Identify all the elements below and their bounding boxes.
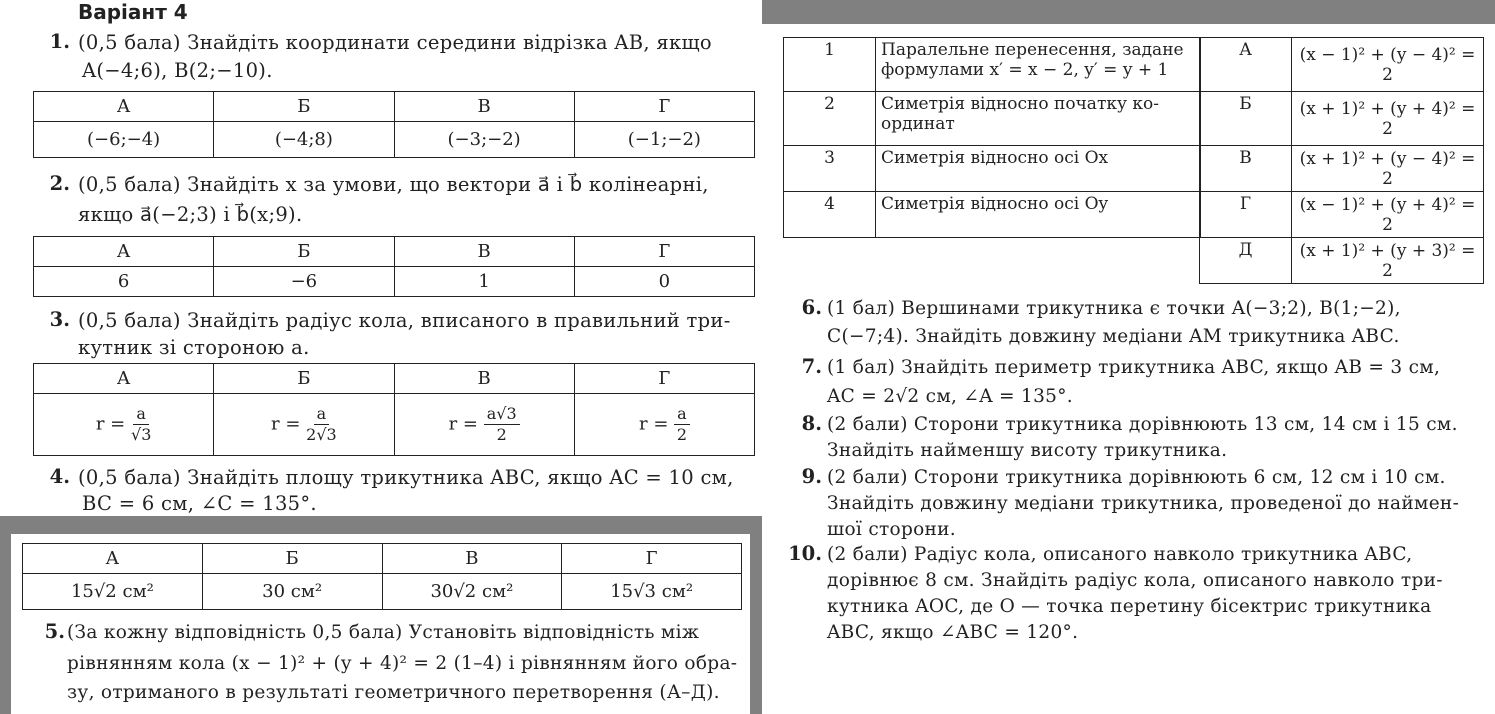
q3-number: 3. bbox=[49, 308, 70, 331]
q4-line2: BC = 6 см, ∠C = 135°. bbox=[82, 492, 317, 515]
match-left-num-4: 4 bbox=[784, 192, 876, 238]
q2-answer-b: −6 bbox=[214, 267, 394, 297]
q3-answer-b: r = $\frac{a}{2√3}$ bbox=[214, 394, 394, 456]
q3-line1: (0,5 бала) Знайдіть радіус кола, вписаного в правильний три- bbox=[78, 309, 731, 332]
match-right-letter-a: А bbox=[1200, 38, 1292, 92]
q2-header-g: Г bbox=[574, 237, 754, 267]
q3-answer-g: r = $\frac{a}{2}$ bbox=[574, 394, 754, 456]
q1-line1: (0,5 бала) Знайдіть координати середини відрізка AB, якщо bbox=[78, 31, 712, 54]
q4-answer-g: 15√3 см² bbox=[562, 574, 742, 610]
q4-line1: (0,5 бала) Знайдіть площу трикутника ABC, якщо AC = 10 см, bbox=[78, 466, 734, 489]
q3-answer-a: r = $\frac{a}{√3}$ bbox=[34, 394, 214, 456]
match-row-3 bbox=[784, 146, 1201, 192]
match-right-letter-g: Г bbox=[1200, 192, 1292, 238]
match-left-text-2: Симетрія відносно початку ко- ординат bbox=[876, 92, 1201, 146]
q10-line1: (2 бали) Радіус кола, описаного навколо трикутника ABC, bbox=[827, 544, 1413, 565]
match-table-right bbox=[1199, 37, 1484, 284]
q1-header-v: В bbox=[394, 92, 574, 122]
q1-header-b: Б bbox=[214, 92, 394, 122]
q2-answer-table bbox=[33, 236, 755, 297]
match-left-num-1: 1 bbox=[784, 38, 876, 92]
q2-header-v: В bbox=[394, 237, 574, 267]
q3-line2: кутник зі стороною a. bbox=[78, 336, 310, 359]
q2-header-b: Б bbox=[214, 237, 394, 267]
q3-answer-table bbox=[33, 363, 755, 456]
match-row-4 bbox=[784, 192, 1201, 238]
q10-line3: кутника AOC, де O — точка перетину бісектрис трикутника bbox=[827, 596, 1432, 617]
q2-answer-g: 0 bbox=[574, 267, 754, 297]
q1-answer-b: (−4;8) bbox=[214, 122, 394, 158]
q5-line1: (За кожну відповідність 0,5 бала) Установіть відповідність між bbox=[67, 622, 700, 643]
q1-answer-a: (−6;−4) bbox=[34, 122, 214, 158]
match-right-eq-b: (x + 1)² + (y + 4)² = 2 bbox=[1292, 92, 1484, 146]
q8-line2: Знайдіть найменшу висоту трикутника. bbox=[827, 440, 1228, 461]
q4-header-b: Б bbox=[202, 544, 382, 574]
q10-line2: дорівнює 8 см. Знайдіть радіус кола, описаного навколо три- bbox=[827, 570, 1443, 591]
variant-title: Варіант 4 bbox=[78, 0, 188, 24]
q8-line1: (2 бали) Сторони трикутника дорівнюють 13 см, 14 см і 15 см. bbox=[827, 414, 1458, 435]
match-right-letter-b: Б bbox=[1200, 92, 1292, 146]
q4-header-a: А bbox=[23, 544, 203, 574]
q2-line1: (0,5 бала) Знайдіть x за умови, що вектори a⃗ і b⃗ колінеарні, bbox=[78, 173, 709, 196]
match-right-eq-g: (x − 1)² + (y + 4)² = 2 bbox=[1292, 192, 1484, 238]
q4-answer-a: 15√2 см² bbox=[23, 574, 203, 610]
q1-answer-v: (−3;−2) bbox=[394, 122, 574, 158]
q7-line2: AC = 2√2 см, ∠A = 135°. bbox=[827, 386, 1073, 407]
q4-number: 4. bbox=[49, 465, 70, 488]
left-top-panel bbox=[0, 0, 762, 516]
match-right-letter-d: Д bbox=[1200, 238, 1292, 284]
q1-line2: A(−4;6), B(2;−10). bbox=[82, 59, 273, 82]
match-right-eq-a: (x − 1)² + (y − 4)² = 2 bbox=[1292, 38, 1484, 92]
q3-answer-v: r = $\frac{a√3}{2}$ bbox=[394, 394, 574, 456]
match-right-letter-v: В bbox=[1200, 146, 1292, 192]
q10-number: 10. bbox=[788, 542, 822, 565]
q8-number: 8. bbox=[801, 412, 822, 435]
q2-answer-a: 6 bbox=[34, 267, 214, 297]
match-left-num-2: 2 bbox=[784, 92, 876, 146]
q3-header-v: В bbox=[394, 364, 574, 394]
q10-line4: ABC, якщо ∠ABC = 120°. bbox=[827, 622, 1079, 643]
q1-header-a: А bbox=[34, 92, 214, 122]
q9-line2: Знайдіть довжину медіани трикутника, проведеної до наймен- bbox=[827, 493, 1460, 514]
q2-line2: якщо a⃗(−2;3) і b⃗(x;9). bbox=[78, 203, 303, 226]
q5-number: 5. bbox=[44, 620, 65, 643]
q4-answer-v: 30√2 см² bbox=[382, 574, 562, 610]
match-left-text-3: Симетрія відносно осі Ox bbox=[876, 146, 1201, 192]
q4-header-v: В bbox=[382, 544, 562, 574]
right-panel bbox=[762, 24, 1495, 650]
match-right-eq-v: (x + 1)² + (y − 4)² = 2 bbox=[1292, 146, 1484, 192]
q6-line2: C(−7;4). Знайдіть довжину медіани AM трикутника ABC. bbox=[827, 326, 1400, 347]
q7-number: 7. bbox=[801, 355, 822, 378]
q1-header-g: Г bbox=[574, 92, 754, 122]
q3-header-b: Б bbox=[214, 364, 394, 394]
q6-number: 6. bbox=[801, 296, 822, 319]
q9-number: 9. bbox=[801, 465, 822, 488]
q7-line1: (1 бал) Знайдіть периметр трикутника ABC, якщо AB = 3 см, bbox=[827, 357, 1441, 378]
match-row-1 bbox=[784, 38, 1201, 92]
q4-answer-table bbox=[22, 543, 742, 610]
q4-answer-b: 30 см² bbox=[202, 574, 382, 610]
match-row-2 bbox=[784, 92, 1201, 146]
match-left-text-1: Паралельне перенесення, задане формулами x′ = x − 2, y′ = y + 1 bbox=[876, 38, 1201, 92]
q2-number: 2. bbox=[49, 172, 70, 195]
q1-number: 1. bbox=[49, 30, 70, 53]
match-right-eq-d: (x + 1)² + (y + 3)² = 2 bbox=[1292, 238, 1484, 284]
q9-line1: (2 бали) Сторони трикутника дорівнюють 6 см, 12 см і 10 см. bbox=[827, 467, 1446, 488]
q4-header-g: Г bbox=[562, 544, 742, 574]
q3-header-g: Г bbox=[574, 364, 754, 394]
q5-line3: зу, отриманого в результаті геометричного перетворення (А–Д). bbox=[67, 682, 720, 703]
q9-line3: шої сторони. bbox=[827, 519, 956, 540]
match-left-text-4: Симетрія відносно осі Oy bbox=[876, 192, 1201, 238]
q1-answer-g: (−1;−2) bbox=[574, 122, 754, 158]
q3-header-a: А bbox=[34, 364, 214, 394]
q1-answer-table bbox=[33, 91, 755, 158]
q2-header-a: А bbox=[34, 237, 214, 267]
q5-line2: рівнянням кола (x − 1)² + (y + 4)² = 2 (1–4) і рівнянням його обра- bbox=[67, 653, 738, 674]
left-bottom-panel bbox=[11, 534, 750, 714]
match-table-left bbox=[783, 37, 1201, 238]
match-left-num-3: 3 bbox=[784, 146, 876, 192]
q6-line1: (1 бал) Вершинами трикутника є точки A(−3;2), B(1;−2), bbox=[827, 298, 1401, 319]
q2-answer-v: 1 bbox=[394, 267, 574, 297]
